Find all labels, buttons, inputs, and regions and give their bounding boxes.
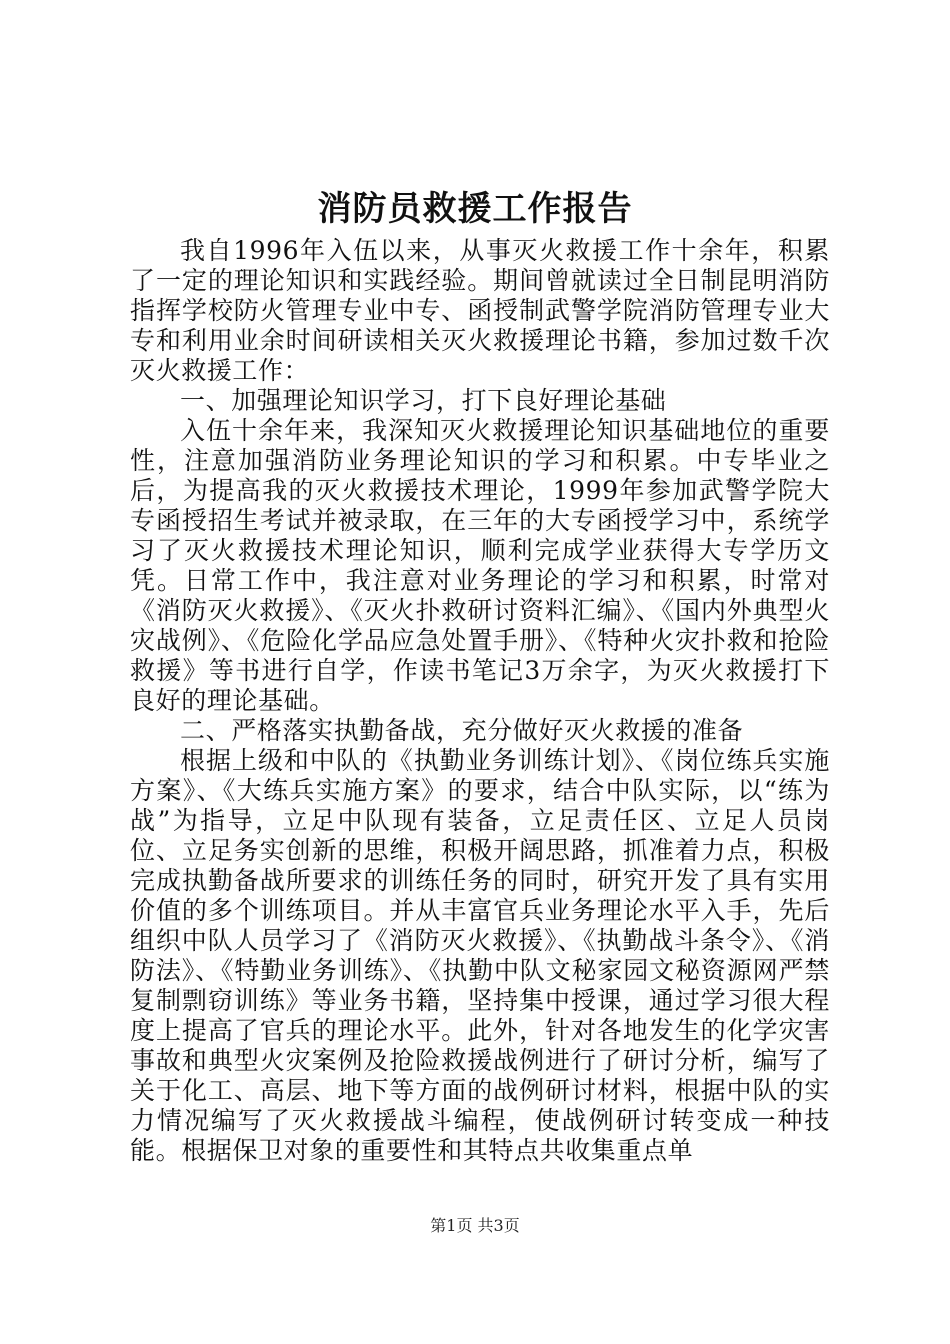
intro-paragraph: 我自1996年入伍以来，从事灭火救援工作十余年，积累了一定的理论知识和实践经验。期间曾就读过全日制昆明消防指挥学校防火管理专业中专、函授制武警学院消防管理专业大专和利用业余时间研读相关灭火救援理论书籍，参加过数千次灭火救援工作： [130,236,830,385]
section-2-paragraph: 根据上级和中队的《执勤业务训练计划》、《岗位练兵实施方案》、《大练兵实施方案》的要求，结合中队实际，以“练为战”为指导，立足中队现有装备，立足责任区、立足人员岗位、立足务实创新的思维，积极开阔思路，抓准着力点，积极完成执勤备战所要求的训练任务的同时，研究开发了具有实用价值的多个训练项目。并从丰富官兵业务理论水平入手，先后组织中队人员学习了《消防灭火救援》、《执勤战斗条令》、《消防法》、《特勤业务训练》、《执勤中队文秘家园文秘资源网严禁复制剽窃训练》等业务书籍，坚持集中授课，通过学习很大程度上提高了官兵的理论水平。此外，针对各地发生的化学灾害事故和典型火灾案例及抢险救援战例进行了研讨分析，编写了关于化工、高层、地下等方面的战例研讨材料，根据中队的实力情况编写了灭火救援战斗编程，使战例研讨转变成一种技能。根据保卫对象的重要性和其特点共收集重点单 [130,746,830,1165]
document-title: 消防员救援工作报告 [317,189,633,229]
document-body [130,236,830,1166]
section-heading-2: 二、严格落实执勤备战，充分做好灭火救援的准备 [180,716,744,745]
section-1-paragraph: 入伍十余年来，我深知灭火救援理论知识基础地位的重要性，注意加强消防业务理论知识的学习和积累。中专毕业之后，为提高我的灭火救援技术理论，1999年参加武警学院大专函授招生考试并被录取，在三年的大专函授学习中，系统学习了灭火救援技术理论知识，顺利完成学业获得大专学历文凭。日常工作中，我注意对业务理论的学习和积累，时常对《消防灭火救援》、《灭火扑救研讨资料汇编》、《国内外典型火灾战例》、《危险化学品应急处置手册》、《特种火灾扑救和抢险救援》等书进行自学，作读书笔记3万余字，为灭火救援打下良好的理论基础。 [130,416,830,715]
section-heading-1: 一、加强理论知识学习，打下良好理论基础 [180,386,667,415]
page-footer: 第1页 共3页 [430,1216,520,1235]
